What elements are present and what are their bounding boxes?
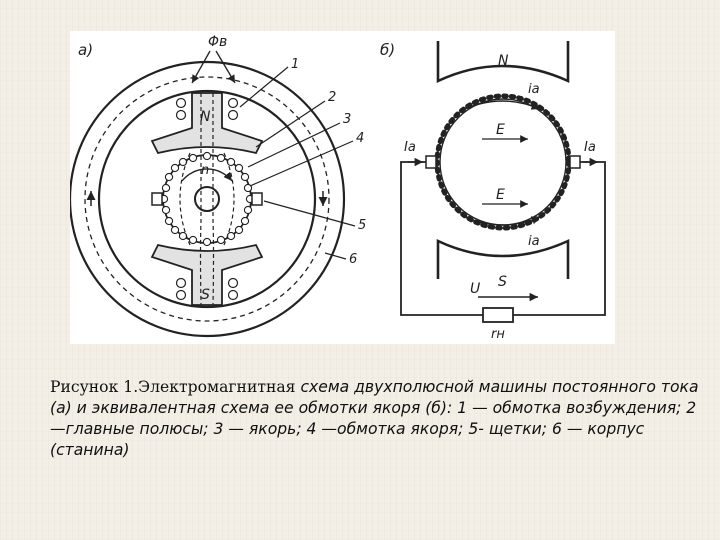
callout-6: 6 bbox=[349, 252, 358, 267]
emf-top-label: E bbox=[496, 122, 505, 138]
pole-n-label-b: N bbox=[498, 53, 509, 69]
ia-bottom-label: iа bbox=[528, 234, 540, 249]
caption-text: схема двухполюсной машины постоянного тока (а) и эквивалентная схема ее обмотки якоря (б): 1 — обмотка возбуждения; 2 —главные полюсы; 3 — якорь; 4 —обмотка якоря; 5- щетки; 6 — корпус (станина) bbox=[50, 378, 699, 459]
caption-lead: Рисунок 1.Электромагнитная bbox=[50, 378, 301, 396]
ia-top-label: iа bbox=[528, 82, 540, 97]
pole-n-label: N bbox=[200, 109, 211, 125]
panel-b-label: б) bbox=[380, 41, 396, 59]
shaft bbox=[195, 187, 219, 211]
callout-3: 3 bbox=[343, 112, 352, 127]
rotation-label: n bbox=[201, 163, 210, 178]
voltage-label: U bbox=[470, 281, 481, 297]
machine-diagram-a bbox=[70, 34, 366, 336]
pole-s-label-b: S bbox=[498, 274, 507, 290]
load-label: rн bbox=[491, 327, 505, 342]
brush-right-b bbox=[570, 156, 580, 168]
callout-2: 2 bbox=[328, 90, 337, 105]
armature-coil-inner bbox=[440, 99, 566, 225]
brush-left bbox=[152, 193, 162, 205]
brush-right bbox=[252, 193, 262, 205]
figure-caption bbox=[50, 377, 705, 461]
equivalent-circuit-b bbox=[380, 41, 605, 342]
brush-left-b bbox=[426, 156, 436, 168]
callout-4: 4 bbox=[356, 131, 365, 146]
callout-1: 1 bbox=[291, 57, 300, 72]
load-resistor bbox=[483, 308, 513, 322]
callout-5: 5 bbox=[358, 218, 367, 233]
pole-s-label: S bbox=[201, 287, 210, 303]
figure bbox=[70, 31, 615, 344]
flux-label: Φв bbox=[208, 34, 228, 50]
current-right-label: Iа bbox=[584, 140, 596, 155]
wire-right bbox=[513, 162, 605, 315]
emf-bottom-label: E bbox=[496, 187, 505, 203]
panel-a-label: а) bbox=[78, 41, 94, 59]
armature-coil bbox=[437, 96, 569, 228]
current-left-label: Iа bbox=[404, 140, 416, 155]
